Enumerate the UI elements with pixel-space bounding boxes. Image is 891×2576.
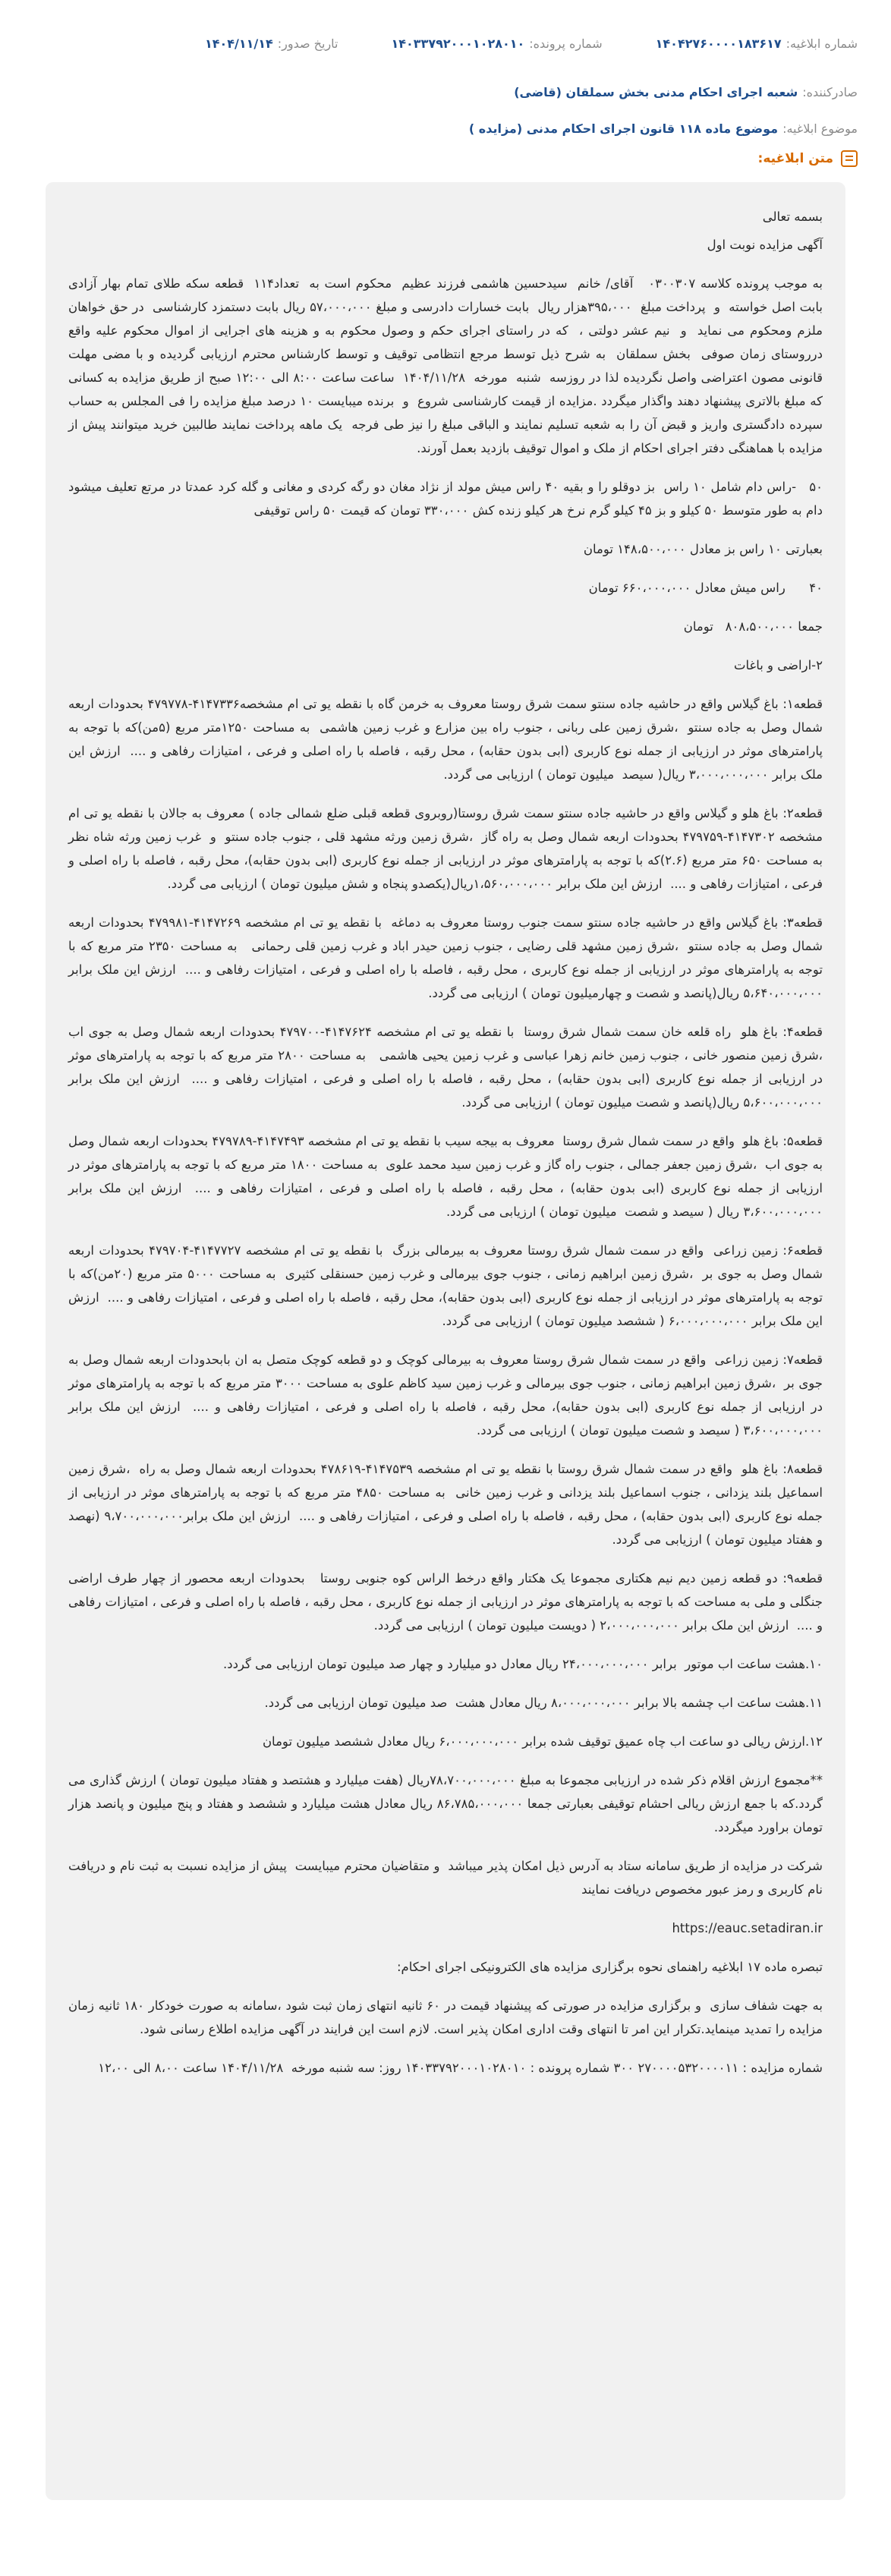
notice-body: [46, 182, 845, 2500]
auction-url-link[interactable]: https://eauc.setadiran.ir: [672, 1921, 823, 1935]
paragraph: شماره مزایده : ۲۷۰۰۰۰۵۳۲۰۰۰۰۱۱ ۳۰۰ شماره پرونده : ۱۴۰۳۳۷۹۲۰۰۰۱۰۲۸۰۱۰ روز: سه شنبه مورخه ۱۴۰۴/۱۱/۲۸ ساعت ۸،۰۰ الی ۱۲،۰۰: [98, 2061, 823, 2075]
paragraph: به موجب پرونده کلاسه ۰۳۰۰۳۰۷ آقای/ خانم سیدحسین هاشمی فرزند عظیم محکوم است به تعداد۱۱۴ قطعه سکه طلای تمام بهار آزادی بابت اصل خواسته و پرداخت مبلغ ۳۹۵،۰۰۰هزار ریال بابت خسارات دادرسی و مبلغ ۵۷،۰۰۰،۰۰۰ ریال بابت دستمزد کارشناسی در حق خواهان ملزم ومحکوم می نماید و نیم عشر دولتی ، که در راستای اجرای حکم و وصول محکوم به و هزینه های اجرایی از اموال محکوم علیه واقع درروستای زمان صوفی بخش سملقان به شرح ذیل توسط مرجع انتظامی توقیف و توسط کارشناس محترم ارزیابی گردیده و با مضی مهلت قانونی مصون اعتراضی واصل نگردیده لذا در روزسه شنبه مورخه ۱۴۰۴/۱۱/۲۸ ساعت ساعت ۸:۰۰ الی ۱۲:۰۰ صبح از طریق مزایده به کسانی که مبلغ بالاتری پیشنهاد دهند واگذار میگردد .مزایده از قیمت کارشناسی شروع و برنده میبایست ۱۰ درصد مبلغ مزایده را فی المجلس به حساب سپرده دادگستری واریز و قبض آن را به شعبه تسلیم نمایند و الباقی مبلغ را نیز طی فرجه یک ماهه پرداخت نمایند طالبین خرید میتوانند پیش از مزایده با هماهنگی دفتر اجرای احکام از ملک و اموال توقیف بازدید بعمل آورند.: [60, 276, 823, 455]
paragraph: قطعه۸: باغ هلو واقع در سمت شمال شرق روستا با نقطه یو تی ام مشخصه ۴۱۴۷۵۳۹-۴۷۸۶۱۹ بحدودات اربعه شمال وصل به راه ،شرق زمین اسماعیل بلند یزدانی ، جنوب اسماعیل بلند یزدانی و غرب زمین خانی به مساحت ۴۸۵۰ متر مربع که با توجه به پارامترهای موثر در ارزیابی از جمله نوع کاربری (ابی بدون حقابه) ، محل رقبه ، فاصله با راه اصلی و فرعی ، امتیازات رفاهی و .... ارزش این ملک برابر۹،۷۰۰،۰۰۰،۰۰۰ (نهصد و هفتاد میلیون تومان ) ارزیابی می گردد.: [64, 1462, 823, 1547]
paragraph: شرکت در مزایده از طریق سامانه ستاد به آدرس ذیل امکان پذیر میباشد و متقاضیان محترم میبایست پیش از مزایده نسبت به ثبت نام و دریافت نام کاربری و رمز عبور مخصوص دریافت نمایند: [64, 1859, 823, 1897]
paragraph: ۵۰ -راس دام شامل ۱۰ راس بز دوقلو را و بقیه ۴۰ راس میش مولد از نژاد مغان دو رگه کردی و مغانی و گله کرد عمدتا در مرتع تعلیف میشود دام به طور متوسط ۵۰ کیلو و بز ۴۵ کیلو گرم نرخ هر کیلو زنده کش ۳۳۰،۰۰۰ تومان که قیمت ۵۰ راس توقیفی: [64, 480, 823, 518]
paragraph: بسمه تعالی: [762, 209, 823, 224]
paragraph: جمعا ۸۰۸،۵۰۰،۰۰۰ تومان: [683, 619, 823, 634]
notice-meta: [33, 32, 858, 153]
paragraph: ۲-اراضی و باغات: [734, 658, 823, 672]
paragraph: بعبارتی ۱۰ راس بز معادل ۱۴۸،۵۰۰،۰۰۰ تومان: [583, 542, 823, 556]
paragraph: آگهی مزایده نوبت اول: [707, 238, 823, 252]
paragraph: قطعه۹: دو قطعه زمین دیم نیم هکتاری مجموعا یک هکتار واقع درخط الراس کوه جنوبی روستا بحدودات اربعه محصور از چهار طرف اراضی جنگلی و ملی به مساحت که با توجه به پارامترهای موثر در ارزیابی از جمله نوع کاربری ، محل رقبه ، فاصله با راه اصلی و فرعی ، امتیازات رفاهی و .... ارزش این ملک برابر ۲،۰۰۰،۰۰۰،۰۰۰ ( دویست میلیون تومان ) ارزیابی می گردد.: [64, 1571, 823, 1633]
paragraph: قطعه۳: باغ گیلاس واقع در حاشیه جاده سنتو سمت جنوب روستا معروف به دماغه با نقطه یو تی ام مشخصه ۴۱۴۷۲۶۹-۴۷۹۹۸۱ بحدودات اربعه شمال وصل به جاده سنتو ،شرق زمین مشهد قلی رضایی ، جنوب زمین حیدر اباد و غرب زمین قلی رحمانی به مساحت ۲۳۵۰ متر مربع که با توجه به پارامترهای موثر در ارزیابی از جمله نوع کاربری ، محل رقبه ، فاصله با راه اصلی و فرعی ، امتیازات رفاهی و .... ارزش این ملک برابر ۵،۶۴۰،۰۰۰،۰۰۰ ریال(پانصد و شصت و چهارمیلیون تومان ) ارزیابی می گردد.: [64, 915, 823, 1000]
notice-number: شماره ابلاغیه: ۱۴۰۴۲۷۶۰۰۰۰۱۸۳۶۱۷: [655, 36, 858, 51]
issue-date: تاریخ صدور: ۱۴۰۴/۱۱/۱۴: [204, 36, 338, 51]
paragraph: ۴۰ راس میش معادل ۶۶۰،۰۰۰،۰۰۰ تومان: [588, 581, 823, 595]
meta-row-subject: [33, 117, 858, 140]
paragraph: قطعه۷: زمین زراعی واقع در سمت شمال شرق روستا معروف به بیرمالی کوچک و دو قطعه کوچک متصل به ان بابحدودات اربعه شمال وصل به جوی بر ،شرق زمین ابراهیم زمانی ، جنوب جوی بیرمالی و غرب زمین سید کاظم علوی به مساحت ۳۰۰۰ متر مربع که با توجه به پارامترهای موثر در ارزیابی از جمله نوع کاربری (ابی بدون حقابه)، محل رقبه ، فاصله با راه اصلی و فرعی ، امتیازات رفاهی و .... ارزش این ملک برابر ۳،۶۰۰،۰۰۰،۰۰۰ ( سیصد و شصت میلیون تومان ) ارزیابی می گردد.: [64, 1353, 823, 1438]
subject: موضوع ابلاغیه: موضوع ماده ۱۱۸ قانون اجرای احکام مدنی (مزایده ): [468, 121, 858, 136]
issuer: صادرکننده: شعبه اجرای احکام مدنی بخش سملقان (قاضی): [514, 84, 858, 99]
paragraph: قطعه۱: باغ گیلاس واقع در حاشیه جاده سنتو سمت شرق روستا معروف به خرمن گاه با نقطه یو تی ام مشخصه۴۱۴۷۳۳۶-۴۷۹۷۷۸ بحدودات اربعه شمال وصل به جاده سنتو ،شرق زمین علی ربانی ، جنوب راه بین مزارع و غرب زمین هاشمی به مساحت ۱۲۵۰متر مربع (۵من)که با توجه به پارامترهای موثر در ارزیابی از جمله نوع کاربری (ابی بدون حقابه) ، محل رقبه ، فاصله با راه اصلی و فرعی ، امتیازات رفاهی و .... ارزش این ملک برابر ۳،۰۰۰،۰۰۰،۰۰۰ ریال( سیصد میلیون تومان ) ارزیابی می گردد.: [64, 697, 823, 782]
paragraph: قطعه۲: باغ هلو و گیلاس واقع در حاشیه جاده سنتو سمت شرق روستا(روبروی قطعه قبلی ضلع شمالی جاده ) معروف به جالان با نقطه یو تی ام مشخصه ۴۱۴۷۳۰۲-۴۷۹۷۵۹ بحدودات اربعه شمال وصل به راه گاز ،شرق زمین ورثه مشهد قلی ، جنوب جاده سنتو و غرب زمین ورثه شاه نظر به مساحت ۶۵۰ متر مربع (۲.۶)که با توجه به پارامترهای موثر در ارزیابی از جمله نوع کاربری (ابی بدون حقابه)، محل رقبه ، فاصله با راه اصلی و فرعی ، امتیازات رفاهی و .... ارزش این ملک برابر ۱،۵۶۰،۰۰۰،۰۰۰ریال(یکصدو پنجاه و شش میلیون تومان ) ارزیابی می گردد.: [60, 806, 823, 891]
paragraph: قطعه۵: باغ هلو واقع در سمت شمال شرق روستا معروف به بیجه سیب با نقطه یو تی ام مشخصه ۴۱۴۷۴۹۳-۴۷۹۷۸۹ بحدودات اربعه شمال وصل به جوی اب ،شرق زمین جعفر جمالی ، جنوب راه گاز و غرب زمین سید محمد علوی به مساحت ۱۸۰۰ متر مربع که با توجه به پارامترهای موثر در ارزیابی از جمله نوع کاربری (ابی بدون حقابه) ، محل رقبه ، فاصله با راه اصلی و فرعی ، امتیازات رفاهی و .... ارزش این ملک برابر ۳،۶۰۰،۰۰۰،۰۰۰ ریال ( سیصد و شصت میلیون تومان ) ارزیابی می گردد.: [64, 1134, 823, 1219]
notice-text-heading: متن ابلاغیه:: [758, 150, 858, 167]
paragraph: ۱۲.ارزش ریالی دو ساعت اب چاه عمیق توقیف شده برابر ۶،۰۰۰،۰۰۰،۰۰۰ ریال معادل ششصد میلیون تومان: [262, 1734, 823, 1749]
paragraph: به جهت شفاف سازی و برگزاری مزایده در صورتی که پیشنهاد قیمت در ۶۰ ثانیه انتهای زمان ثبت شود ،سامانه به صورت خودکار ۱۸۰ ثانیه زمان مزایده را تمدید مینماید.تکرار این امر تا انتهای وقت اداری امکان پذیر است. لازم است این فرایند در آگهی مزایده اطلاع رسانی شود.: [64, 1998, 823, 2036]
paragraph: تبصره ماده ۱۷ ابلاغیه راهنمای نحوه برگزاری مزایده های الکترونیکی اجرای احکام:: [396, 1960, 823, 1974]
meta-row-issuer: [33, 80, 858, 103]
paragraph: ۱۰.هشت ساعت اب موتور برابر ۲۴،۰۰۰،۰۰۰،۰۰۰ ریال معادل دو میلیارد و چهار صد میلیون تومان ارزیابی می گردد.: [223, 1657, 823, 1671]
paragraph: ۱۱.هشت ساعت اب چشمه بالا برابر ۸،۰۰۰،۰۰۰،۰۰۰ ریال معادل هشت صد میلیون تومان ارزیابی می گردد.: [264, 1696, 823, 1710]
paragraph: قطعه۴: باغ هلو راه قلعه خان سمت شمال شرق روستا با نقطه یو تی ام مشخصه ۴۱۴۷۶۲۴-۴۷۹۷۰۰ بحدودات اربعه شمال وصل به جوی اب ،شرق زمین منصور خانی ، جنوب زمین خانم زهرا عباسی و غرب زمین یحیی هاشمی به مساحت ۲۸۰۰ متر مربع که با توجه به پارامترهای موثر در ارزیابی از جمله نوع کاربری (ابی بدون حقابه) ، محل رقبه ، فاصله با راه اصلی و فرعی ، امتیازات رفاهی و .... ارزش این ملک برابر ۵،۶۰۰،۰۰۰،۰۰۰ ریال(پانصد و شصت میلیون تومان ) ارزیابی می گردد.: [64, 1025, 823, 1110]
case-number: شماره پرونده: ۱۴۰۳۳۷۹۲۰۰۰۱۰۲۸۰۱۰: [391, 36, 603, 51]
paragraph: قطعه۶: زمین زراعی واقع در سمت شمال شرق روستا معروف به بیرمالی بزرگ با نقطه یو تی ام مشخصه ۴۱۴۷۷۲۷-۴۷۹۷۰۴ بحدودات اربعه شمال وصل به جوی بر ،شرق زمین ابراهیم زمانی ، جنوب جوی بیرمالی و غرب زمین حسنقلی کثیری به مساحت ۵۰۰۰ متر مربع (۲۰من)که با توجه به پارامترهای موثر در ارزیابی از جمله نوع کاربری (ابی بدون حقابه)، محل رقبه ، فاصله با راه اصلی و فرعی ، امتیازات رفاهی و .... ارزش این ملک برابر ۶،۰۰۰،۰۰۰،۰۰۰ ( ششصد میلیون تومان ) ارزیابی می گردد.: [64, 1243, 823, 1328]
paragraph: **مجموع ارزش اقلام ذکر شده در ارزیابی مجموعا به مبلغ ۷۸،۷۰۰،۰۰۰،۰۰۰ریال (هفت میلیارد و هشتصد و هفتاد میلیون تومان ) ارزش گذاری می گردد.که با جمع ارزش ریالی احشام توقیفی بعبارتی جمعا ۸۶،۷۸۵،۰۰۰،۰۰۰ ریال معادل هشت میلیارد و ششصد و هفتاد و پنج میلیون و پانصد هزار تومان براورد میگردد.: [64, 1773, 823, 1834]
document-icon: [841, 150, 858, 167]
meta-row-numbers: [33, 32, 858, 55]
